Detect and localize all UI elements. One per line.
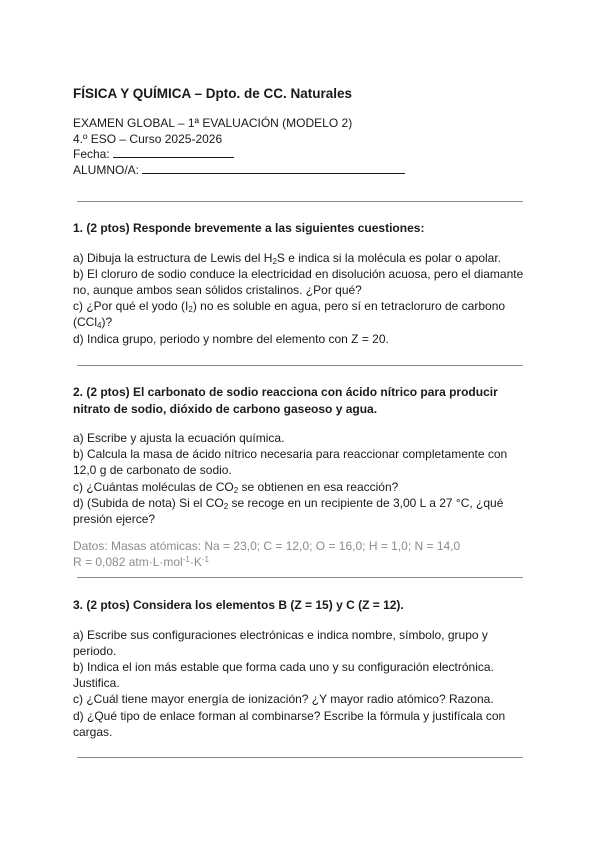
question-2-item-a: a) Escribe y ajusta la ecuación química.: [73, 431, 285, 445]
question-3-item-a: a) Escribe sus configuraciones electrónicas e indica nombre, símbolo, grupo y periodo.: [73, 627, 488, 658]
question-2-data: [73, 539, 528, 570]
question-1-item-a: a) Dibuja la estructura de Lewis del $H_2S$ e indica si la molécula es polar o apolar.: [73, 250, 502, 266]
student-name-blank-line[interactable]: [142, 163, 405, 174]
date-blank-line[interactable]: [113, 147, 234, 158]
question-3-items: [73, 627, 528, 740]
question-1-item-b: b) El cloruro de sodio conduce la electricidad en disolución acuosa, pero el diamante no, aunque ambos sean sólidos cristalinos. ¿Por qué?: [73, 266, 524, 297]
gas-constant-line: R = 0,082 $atm\cdot L\cdot mol^{-1}\cdot K^{-1}$: [73, 554, 209, 569]
question-3-item-c: c) ¿Cuál tiene mayor energía de ionización? ¿Y mayor radio atómico? Razona.: [73, 692, 494, 707]
atomic-masses-line: Datos: Masas atómicas: Na = 23,0; C = 12,0; O = 16,0; H = 1,0; N = 14,0: [73, 539, 461, 554]
question-1-items: [73, 250, 528, 347]
course-line: 4.º ESO – Curso 2025-2026: [73, 131, 223, 146]
question-2-item-c: c) ¿Cuántas moléculas de $CO_2$ se obtienen en esa reacción?: [73, 479, 399, 495]
question-2: [73, 384, 528, 570]
question-3-title: 3. (2 ptos) Considera los elementos B (Z = 15) y C (Z = 12).: [73, 598, 404, 612]
document-title: FÍSICA Y QUÍMICA – Dpto. de CC. Naturales: [73, 86, 353, 101]
date-row: [73, 147, 405, 163]
student-row: [73, 163, 405, 179]
exam-header: [73, 116, 405, 178]
exam-line: EXAMEN GLOBAL – 1ª EVALUACIÓN (MODELO 2): [73, 116, 353, 130]
student-label: ALUMNO/A:: [73, 162, 140, 177]
question-1: [73, 220, 528, 347]
divider: [77, 365, 523, 366]
question-2-item-b: b) Calcula la masa de ácido nítrico necesaria para reaccionar completamente con 12,0 g de carbonato de sodio.: [73, 447, 508, 478]
question-1-item-c: c) ¿Por qué el yodo $(I_2)$ no es soluble en agua, pero sí en tetracloruro de carbono (CCl$_4$)?: [73, 299, 506, 331]
question-3-item-b: b) Indica el ion más estable que forma cada uno y su configuración electrónica. Justifica.: [73, 659, 494, 691]
question-3: [73, 597, 528, 740]
question-2-item-d: d) (Subida de nota) Si el $CO_2$ se recoge en un recipiente de 3,00 L a 27 °C, ¿qué presión ejerce?: [73, 495, 504, 527]
question-1-title: 1. (2 ptos) Responde brevemente a las siguientes cuestiones:: [73, 221, 425, 235]
question-1-item-d: d) Indica grupo, periodo y nombre del elemento con Z = 20.: [73, 331, 389, 346]
question-3-item-d: d) ¿Qué tipo de enlace forman al combinarse? Escribe la fórmula y justifícala con cargas.: [73, 708, 506, 739]
divider: [77, 757, 523, 758]
question-2-items: [73, 430, 528, 527]
divider: [77, 577, 523, 578]
date-label: Fecha:: [73, 147, 110, 161]
divider: [77, 201, 523, 202]
question-2-title: 2. (2 ptos) El carbonato de sodio reacciona con ácido nítrico para producir nitrato de sodio, dióxido de carbono gaseoso y agua.: [73, 385, 498, 416]
